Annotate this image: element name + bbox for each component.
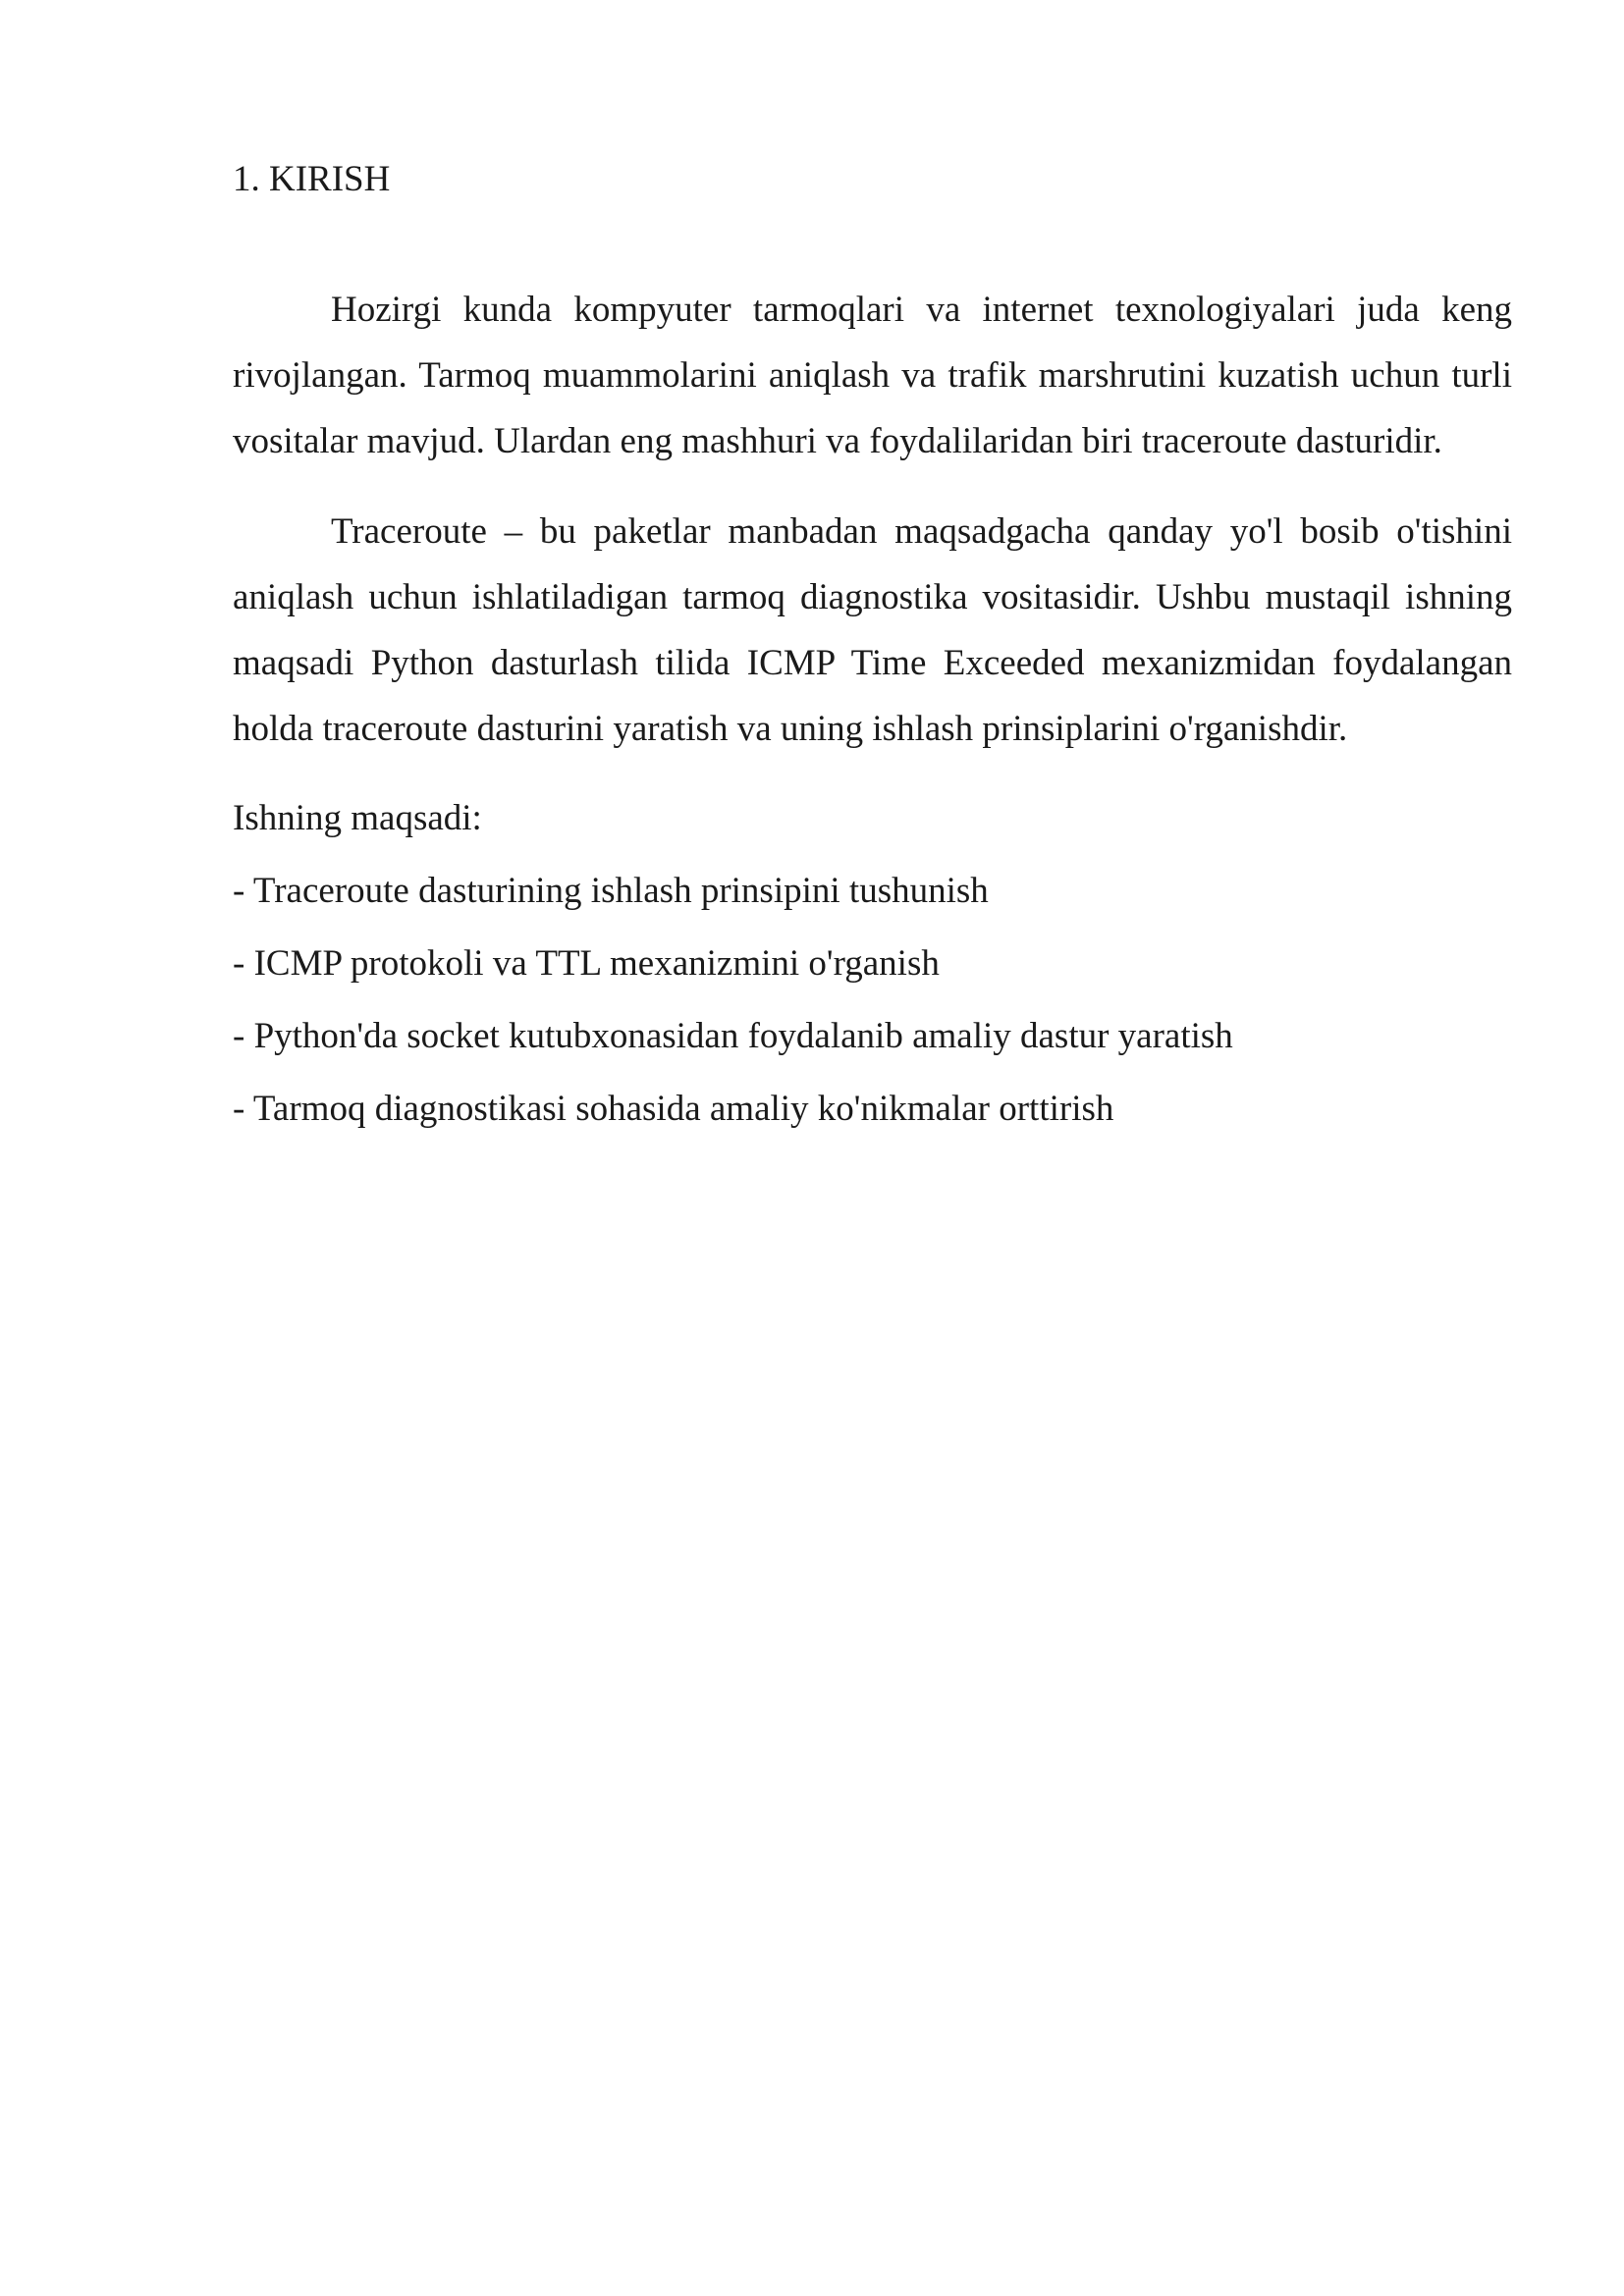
intro-paragraph: Hozirgi kunda kompyuter tarmoqlari va internet texnologiyalari juda keng rivojlangan. Tarmoq muammolarini aniqlash va trafik marshrutini kuzatish uchun turli vositalar mavjud. Ulardan eng mashhuri va foydalilaridan biri traceroute dasturidir. bbox=[233, 290, 1512, 461]
page-content bbox=[233, 147, 1512, 1149]
goal-item: - Tarmoq diagnostikasi sohasida amaliy ko'nikmalar orttirish bbox=[233, 1089, 1114, 1129]
purpose-paragraph: Traceroute – bu paketlar manbadan maqsadgacha qanday yo'l bosib o'tishini aniqlash uchun ishlatiladigan tarmoq diagnostika vositasidir. Ushbu mustaqil ishning maqsadi Python dasturlash tilida ICMP Time Exceeded mexanizmidan foydalangan holda traceroute dasturini yaratish va uning ishlash prinsiplarini o'rganishdir. bbox=[233, 511, 1512, 749]
goal-item: - Traceroute dasturining ishlash prinsipini tushunish bbox=[233, 871, 989, 911]
goals-list bbox=[233, 859, 1512, 1142]
goal-item: - ICMP protokoli va TTL mexanizmini o'rganish bbox=[233, 943, 940, 984]
goals-title: Ishning maqsadi: bbox=[233, 798, 482, 838]
goal-item: - Python'da socket kutubxonasidan foydalanib amaliy dastur yaratish bbox=[233, 1016, 1233, 1056]
section-heading: 1. KIRISH bbox=[233, 159, 391, 199]
